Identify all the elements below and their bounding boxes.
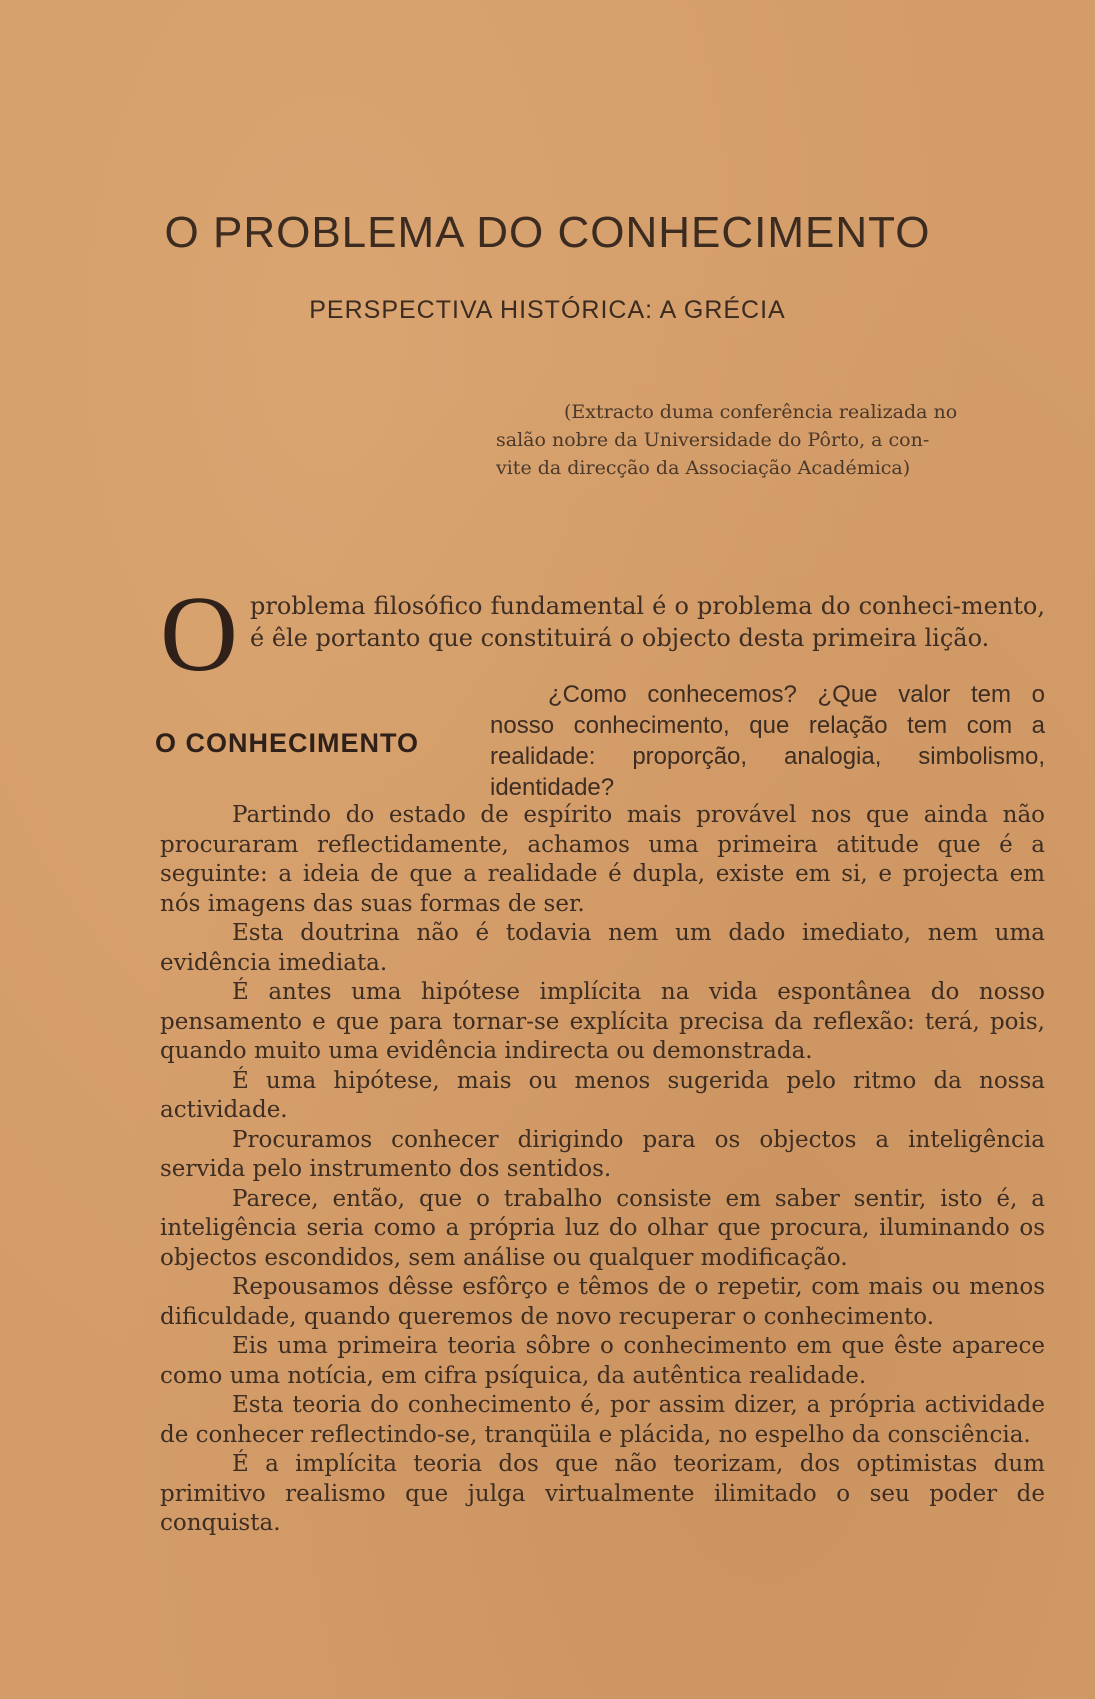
paragraph: Esta teoria do conhecimento é, por assim dizer, a própria actividade de conhecer reflectindo-se, tranqüila e plácida, no espelho da consciência. [160, 1392, 1045, 1448]
paragraph: É uma hipótese, mais ou menos sugerida pelo ritmo da nossa actividade. [160, 1067, 1045, 1123]
note-line: vite da direcção da Associação Académica) [496, 457, 911, 479]
paragraph: Procuramos conhecer dirigindo para os objectos a inteligência servida pelo instrumento dos sentidos. [160, 1126, 1045, 1182]
paragraph: Repousamos dêsse esfôrço e têmos de o repetir, com mais ou menos dificuldade, quando queremos de novo recuperar o conhecimento. [160, 1274, 1045, 1330]
lecture-note [496, 398, 1044, 482]
question-text: ¿Como conhecemos? ¿Que valor tem o nosso conhecimento, que relação tem com a realidade: proporção, analogia, simbolismo, identidade? [490, 681, 1045, 801]
intro-text: problema filosófico fundamental é o problema do conheci-mento, é êle portanto que constituirá o objecto desta primeira lição. [250, 592, 1045, 652]
page-subtitle: PERSPECTIVA HISTÓRICA: A GRÉCIA [309, 296, 786, 324]
paragraph: É a implícita teoria dos que não teorizam, dos optimistas dum primitivo realismo que julga virtualmente ilimitado o seu poder de conquista. [160, 1451, 1045, 1536]
note-line: salão nobre da Universidade do Pôrto, a con- [496, 429, 930, 451]
paragraph: Parece, então, que o trabalho consiste em saber sentir, isto é, a inteligência seria como a própria luz do olhar que procura, iluminando os objectos escondidos, sem análise ou qualquer modificação. [160, 1185, 1045, 1271]
drop-cap: O [160, 575, 238, 694]
page-title: O PROBLEMA DO CONHECIMENTO [164, 208, 931, 257]
paragraph: Esta doutrina não é todavia nem um dado imediato, nem uma evidência imediata. [160, 920, 1045, 976]
paragraph: Eis uma primeira teoria sôbre o conhecimento em que êste aparece como uma notícia, em cifra psíquica, da autêntica realidade. [160, 1333, 1045, 1389]
intro-paragraph [160, 575, 1045, 694]
body-text [160, 801, 1045, 1539]
paragraph: Partindo do estado de espírito mais provável nos que ainda não procuraram reflectidamente, achamos uma primeira atitude que é a seguinte: a ideia de que a realidade é dupla, existe em si, e projecta em nós imagens das suas formas de ser. [160, 802, 1045, 917]
question-paragraph [490, 679, 1045, 803]
note-line: (Extracto duma conferência realizada no [564, 401, 958, 423]
section-heading: O CONHECIMENTO [155, 728, 420, 758]
paragraph: É antes uma hipótese implícita na vida espontânea do nosso pensamento e que para tornar-se explícita precisa da reflexão: terá, pois, quando muito uma evidência indirecta ou demonstrada. [160, 979, 1045, 1064]
